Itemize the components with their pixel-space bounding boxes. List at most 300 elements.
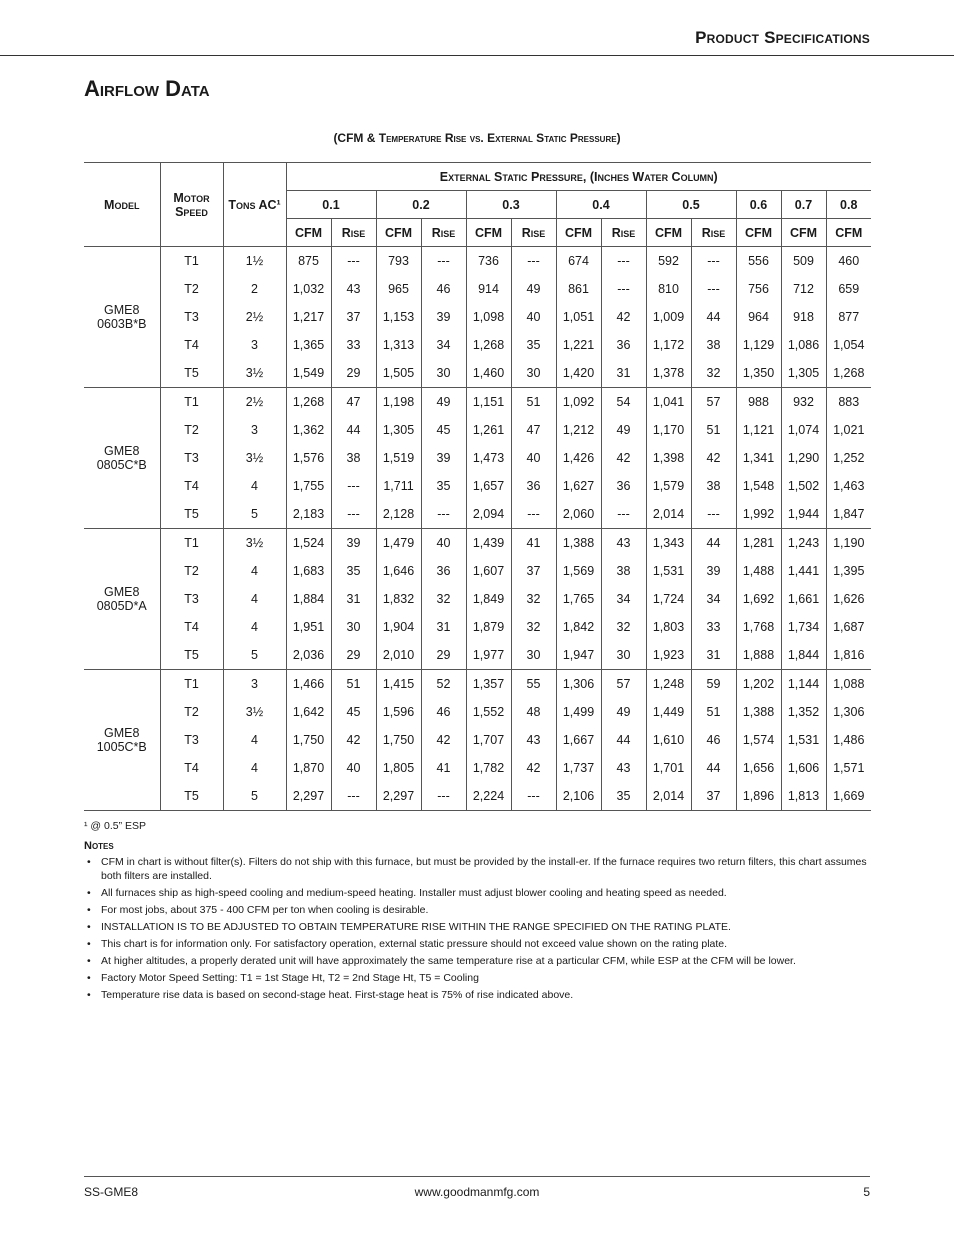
value-cell: 1,707	[466, 726, 511, 754]
table-row	[84, 444, 871, 472]
value-cell: 674	[556, 247, 601, 276]
table-row	[84, 331, 871, 359]
value-cell: 1,121	[736, 416, 781, 444]
note-item: • Temperature rise data is based on second-stage heat. First-stage heat is 75% of rise indicated above.	[84, 988, 870, 1002]
value-cell: 1,656	[736, 754, 781, 782]
table-row	[84, 247, 871, 276]
tons-cell: 5	[223, 782, 286, 811]
motor-speed-cell: T2	[160, 557, 223, 585]
value-cell: 44	[331, 416, 376, 444]
header-tons: Tons AC¹	[223, 163, 286, 247]
table-row	[84, 670, 871, 699]
value-cell: 1,888	[736, 641, 781, 670]
value-cell: 35	[331, 557, 376, 585]
value-cell: 1,816	[826, 641, 871, 670]
value-cell: 1,306	[826, 698, 871, 726]
value-cell: 1,755	[286, 472, 331, 500]
value-cell: 34	[691, 585, 736, 613]
table-row	[84, 500, 871, 529]
footer-page-number: 5	[863, 1185, 870, 1199]
value-cell: 1,870	[286, 754, 331, 782]
value-cell: 1,463	[826, 472, 871, 500]
value-cell: 1,884	[286, 585, 331, 613]
value-cell: 1,687	[826, 613, 871, 641]
table-row	[84, 782, 871, 811]
value-cell: 1,021	[826, 416, 871, 444]
value-cell: 1,646	[376, 557, 421, 585]
value-cell: 35	[511, 331, 556, 359]
value-cell: 59	[691, 670, 736, 699]
motor-speed-cell: T3	[160, 444, 223, 472]
value-cell: 31	[601, 359, 646, 388]
value-cell: ---	[601, 247, 646, 276]
value-cell: 1,607	[466, 557, 511, 585]
value-cell: 1,305	[781, 359, 826, 388]
value-cell: 1,944	[781, 500, 826, 529]
value-cell: 1,610	[646, 726, 691, 754]
value-cell: 1,362	[286, 416, 331, 444]
value-cell: 1,153	[376, 303, 421, 331]
motor-speed-cell: T1	[160, 529, 223, 558]
value-cell: 29	[331, 641, 376, 670]
value-cell: 46	[691, 726, 736, 754]
table-row	[84, 472, 871, 500]
value-cell: 1,669	[826, 782, 871, 811]
value-cell: 932	[781, 388, 826, 417]
value-cell: 1,341	[736, 444, 781, 472]
motor-speed-cell: T4	[160, 472, 223, 500]
table-row	[84, 641, 871, 670]
value-cell: 1,576	[286, 444, 331, 472]
value-cell: 2,014	[646, 782, 691, 811]
value-cell: 43	[601, 754, 646, 782]
value-cell: 37	[331, 303, 376, 331]
value-cell: 48	[511, 698, 556, 726]
value-cell: 45	[421, 416, 466, 444]
value-cell: 1,549	[286, 359, 331, 388]
value-cell: 1,388	[556, 529, 601, 558]
value-cell: ---	[511, 500, 556, 529]
value-cell: 51	[511, 388, 556, 417]
value-cell: 42	[331, 726, 376, 754]
value-cell: 2,094	[466, 500, 511, 529]
value-cell: 36	[511, 472, 556, 500]
value-cell: 1,606	[781, 754, 826, 782]
cfm-header: CFM	[736, 219, 781, 247]
value-cell: 30	[601, 641, 646, 670]
footer-doc-id: SS-GME8	[84, 1185, 139, 1199]
header-model: Model	[84, 163, 160, 247]
value-cell: 1,449	[646, 698, 691, 726]
value-cell: 42	[601, 444, 646, 472]
motor-speed-cell: T1	[160, 670, 223, 699]
value-cell: 1,051	[556, 303, 601, 331]
motor-speed-cell: T5	[160, 782, 223, 811]
value-cell: 1,992	[736, 500, 781, 529]
value-cell: 31	[691, 641, 736, 670]
value-cell: 1,398	[646, 444, 691, 472]
value-cell: 38	[331, 444, 376, 472]
value-cell: 47	[331, 388, 376, 417]
note-item: • At higher altitudes, a properly derated unit will have approximately the same temperature rise at a particular CFM, while ESP at the CFM will be lower.	[84, 954, 870, 968]
value-cell: 1,357	[466, 670, 511, 699]
tons-cell: 5	[223, 500, 286, 529]
value-cell: 36	[421, 557, 466, 585]
value-cell: 712	[781, 275, 826, 303]
value-cell: ---	[601, 500, 646, 529]
value-cell: 1,388	[736, 698, 781, 726]
table-row	[84, 275, 871, 303]
value-cell: 1,805	[376, 754, 421, 782]
value-cell: 39	[421, 444, 466, 472]
motor-speed-cell: T3	[160, 303, 223, 331]
value-cell: 1,499	[556, 698, 601, 726]
table-row	[84, 359, 871, 388]
value-cell: 1,667	[556, 726, 601, 754]
table-row	[84, 698, 871, 726]
value-cell: 40	[511, 303, 556, 331]
value-cell: 49	[601, 416, 646, 444]
motor-speed-cell: T1	[160, 388, 223, 417]
esp-value-header: 0.2	[376, 191, 466, 219]
value-cell: 42	[421, 726, 466, 754]
value-cell: 793	[376, 247, 421, 276]
value-cell: 659	[826, 275, 871, 303]
value-cell: 30	[511, 641, 556, 670]
value-cell: 1,977	[466, 641, 511, 670]
tons-cell: 3	[223, 331, 286, 359]
value-cell: 1,734	[781, 613, 826, 641]
value-cell: 46	[421, 698, 466, 726]
value-cell: 1,692	[736, 585, 781, 613]
value-cell: 35	[601, 782, 646, 811]
esp-value-header: 0.3	[466, 191, 556, 219]
value-cell: 57	[691, 388, 736, 417]
note-item: • This chart is for information only. For satisfactory operation, external static pressure should not exceed value shown on the rating plate.	[84, 937, 870, 951]
note-item: • CFM in chart is without filter(s). Filters do not ship with this furnace, but must be provided by the install-er. If the furnace requires two return filters, this chart assumes both filters are installed.	[84, 855, 870, 883]
notes-list	[84, 855, 870, 1005]
value-cell: ---	[421, 247, 466, 276]
esp-value-header: 0.8	[826, 191, 871, 219]
value-cell: 1,172	[646, 331, 691, 359]
value-cell: 1,460	[466, 359, 511, 388]
table-row	[84, 726, 871, 754]
value-cell: 1,701	[646, 754, 691, 782]
cfm-header: CFM	[556, 219, 601, 247]
cfm-header: CFM	[826, 219, 871, 247]
value-cell: 32	[421, 585, 466, 613]
cfm-header: CFM	[781, 219, 826, 247]
motor-speed-cell: T4	[160, 754, 223, 782]
value-cell: 1,626	[826, 585, 871, 613]
value-cell: 1,842	[556, 613, 601, 641]
value-cell: 1,813	[781, 782, 826, 811]
value-cell: 1,268	[286, 388, 331, 417]
header-motor-speed: Motor Speed	[160, 163, 223, 247]
value-cell: 1,198	[376, 388, 421, 417]
value-cell: ---	[331, 472, 376, 500]
tons-cell: 3½	[223, 444, 286, 472]
value-cell: 1,661	[781, 585, 826, 613]
value-cell: 1,441	[781, 557, 826, 585]
value-cell: 965	[376, 275, 421, 303]
value-cell: 32	[511, 585, 556, 613]
value-cell: 1,378	[646, 359, 691, 388]
value-cell: 1,750	[286, 726, 331, 754]
value-cell: 1,352	[781, 698, 826, 726]
footer-website: www.goodmanmfg.com	[414, 1185, 540, 1199]
value-cell: 39	[691, 557, 736, 585]
value-cell: 918	[781, 303, 826, 331]
value-cell: 1,473	[466, 444, 511, 472]
value-cell: 36	[601, 472, 646, 500]
value-cell: 44	[601, 726, 646, 754]
rise-header: Rise	[331, 219, 376, 247]
cfm-header: CFM	[286, 219, 331, 247]
value-cell: 1,571	[826, 754, 871, 782]
value-cell: 810	[646, 275, 691, 303]
tons-cell: 2½	[223, 303, 286, 331]
value-cell: ---	[421, 782, 466, 811]
value-cell: 1,765	[556, 585, 601, 613]
value-cell: 1,281	[736, 529, 781, 558]
model-cell: GME8 1005C*B	[84, 670, 160, 811]
note-item: • Factory Motor Speed Setting: T1 = 1st Stage Ht, T2 = 2nd Stage Ht, T5 = Cooling	[84, 971, 870, 985]
value-cell: 1,248	[646, 670, 691, 699]
value-cell: 1,074	[781, 416, 826, 444]
value-cell: 2,224	[466, 782, 511, 811]
value-cell: 38	[691, 472, 736, 500]
model-cell: GME8 0805C*B	[84, 388, 160, 529]
motor-speed-cell: T5	[160, 500, 223, 529]
value-cell: 1,426	[556, 444, 601, 472]
tons-cell: 4	[223, 754, 286, 782]
value-cell: 861	[556, 275, 601, 303]
value-cell: 43	[511, 726, 556, 754]
tons-cell: 4	[223, 557, 286, 585]
value-cell: 1,947	[556, 641, 601, 670]
value-cell: 1,305	[376, 416, 421, 444]
value-cell: 51	[691, 416, 736, 444]
value-cell: ---	[601, 275, 646, 303]
value-cell: 592	[646, 247, 691, 276]
value-cell: 1,032	[286, 275, 331, 303]
value-cell: 40	[331, 754, 376, 782]
value-cell: ---	[691, 275, 736, 303]
value-cell: 1,395	[826, 557, 871, 585]
header-rule	[0, 55, 954, 56]
value-cell: 1,088	[826, 670, 871, 699]
value-cell: 2,014	[646, 500, 691, 529]
value-cell: ---	[511, 782, 556, 811]
value-cell: 40	[421, 529, 466, 558]
motor-speed-cell: T5	[160, 359, 223, 388]
tons-cell: 3½	[223, 698, 286, 726]
rise-header: Rise	[691, 219, 736, 247]
value-cell: 1,552	[466, 698, 511, 726]
value-cell: 1,268	[826, 359, 871, 388]
value-cell: 1,724	[646, 585, 691, 613]
value-cell: 1,548	[736, 472, 781, 500]
value-cell: 1,439	[466, 529, 511, 558]
value-cell: 1,129	[736, 331, 781, 359]
value-cell: 1,365	[286, 331, 331, 359]
value-cell: 1,531	[781, 726, 826, 754]
value-cell: 49	[511, 275, 556, 303]
value-cell: 1,092	[556, 388, 601, 417]
footnote: ¹ @ 0.5” ESP	[84, 820, 147, 832]
value-cell: 46	[421, 275, 466, 303]
airflow-table	[84, 162, 871, 811]
value-cell: ---	[331, 500, 376, 529]
value-cell: 1,170	[646, 416, 691, 444]
value-cell: 1,502	[781, 472, 826, 500]
value-cell: 40	[511, 444, 556, 472]
value-cell: 29	[421, 641, 466, 670]
table-row	[84, 416, 871, 444]
value-cell: 1,847	[826, 500, 871, 529]
value-cell: 51	[691, 698, 736, 726]
motor-speed-cell: T4	[160, 331, 223, 359]
value-cell: 1,190	[826, 529, 871, 558]
value-cell: 1,711	[376, 472, 421, 500]
value-cell: 1,488	[736, 557, 781, 585]
value-cell: 1,579	[646, 472, 691, 500]
value-cell: 49	[421, 388, 466, 417]
value-cell: 1,243	[781, 529, 826, 558]
value-cell: 1,505	[376, 359, 421, 388]
rise-header: Rise	[601, 219, 646, 247]
notes-heading: Notes	[84, 840, 114, 852]
value-cell: 1,202	[736, 670, 781, 699]
rise-header: Rise	[511, 219, 556, 247]
value-cell: 509	[781, 247, 826, 276]
value-cell: 31	[331, 585, 376, 613]
value-cell: 1,350	[736, 359, 781, 388]
value-cell: 34	[601, 585, 646, 613]
header-esp: External Static Pressure, (Inches Water Column)	[286, 163, 871, 191]
value-cell: 1,098	[466, 303, 511, 331]
value-cell: 2,128	[376, 500, 421, 529]
motor-speed-cell: T1	[160, 247, 223, 276]
esp-value-header: 0.5	[646, 191, 736, 219]
value-cell: 964	[736, 303, 781, 331]
value-cell: 33	[331, 331, 376, 359]
value-cell: 2,297	[286, 782, 331, 811]
value-cell: 41	[421, 754, 466, 782]
value-cell: 1,768	[736, 613, 781, 641]
value-cell: 2,106	[556, 782, 601, 811]
table-row	[84, 557, 871, 585]
value-cell: 45	[331, 698, 376, 726]
value-cell: 1,904	[376, 613, 421, 641]
value-cell: 43	[331, 275, 376, 303]
value-cell: 32	[691, 359, 736, 388]
value-cell: 1,923	[646, 641, 691, 670]
tons-cell: 3½	[223, 359, 286, 388]
value-cell: 38	[691, 331, 736, 359]
motor-speed-cell: T2	[160, 698, 223, 726]
value-cell: 35	[421, 472, 466, 500]
motor-speed-cell: T2	[160, 416, 223, 444]
value-cell: 1,951	[286, 613, 331, 641]
motor-speed-cell: T4	[160, 613, 223, 641]
value-cell: 1,252	[826, 444, 871, 472]
page-header-title: Product Specifications	[695, 28, 870, 47]
value-cell: 31	[421, 613, 466, 641]
value-cell: 1,313	[376, 331, 421, 359]
value-cell: 49	[601, 698, 646, 726]
value-cell: 29	[331, 359, 376, 388]
value-cell: 914	[466, 275, 511, 303]
value-cell: 39	[331, 529, 376, 558]
value-cell: 42	[511, 754, 556, 782]
value-cell: ---	[421, 500, 466, 529]
value-cell: 1,642	[286, 698, 331, 726]
value-cell: 1,750	[376, 726, 421, 754]
value-cell: 1,041	[646, 388, 691, 417]
value-cell: 1,803	[646, 613, 691, 641]
value-cell: 57	[601, 670, 646, 699]
value-cell: 55	[511, 670, 556, 699]
value-cell: 38	[601, 557, 646, 585]
table-row	[84, 585, 871, 613]
tons-cell: 4	[223, 472, 286, 500]
table-row	[84, 303, 871, 331]
value-cell: 875	[286, 247, 331, 276]
value-cell: 44	[691, 529, 736, 558]
value-cell: 1,009	[646, 303, 691, 331]
value-cell: 1,261	[466, 416, 511, 444]
value-cell: 51	[331, 670, 376, 699]
model-cell: GME8 0603B*B	[84, 247, 160, 388]
value-cell: 1,466	[286, 670, 331, 699]
value-cell: 2,183	[286, 500, 331, 529]
value-cell: 47	[511, 416, 556, 444]
value-cell: 2,010	[376, 641, 421, 670]
value-cell: 2,036	[286, 641, 331, 670]
esp-value-header: 0.4	[556, 191, 646, 219]
value-cell: ---	[691, 247, 736, 276]
motor-speed-cell: T2	[160, 275, 223, 303]
note-item: • For most jobs, about 375 - 400 CFM per ton when cooling is desirable.	[84, 903, 870, 917]
value-cell: 44	[691, 754, 736, 782]
value-cell: 30	[421, 359, 466, 388]
value-cell: 34	[421, 331, 466, 359]
value-cell: 1,531	[646, 557, 691, 585]
value-cell: 1,151	[466, 388, 511, 417]
value-cell: 42	[691, 444, 736, 472]
footer-rule	[84, 1176, 870, 1177]
tons-cell: 3	[223, 416, 286, 444]
tons-cell: 3½	[223, 529, 286, 558]
airflow-table-body	[84, 247, 871, 811]
tons-cell: 2	[223, 275, 286, 303]
tons-cell: 1½	[223, 247, 286, 276]
value-cell: 1,832	[376, 585, 421, 613]
value-cell: 32	[601, 613, 646, 641]
value-cell: 2,060	[556, 500, 601, 529]
motor-speed-cell: T3	[160, 726, 223, 754]
value-cell: 1,420	[556, 359, 601, 388]
value-cell: 36	[601, 331, 646, 359]
value-cell: 1,524	[286, 529, 331, 558]
value-cell: 1,849	[466, 585, 511, 613]
value-cell: ---	[331, 782, 376, 811]
value-cell: 1,086	[781, 331, 826, 359]
value-cell: 1,217	[286, 303, 331, 331]
tons-cell: 2½	[223, 388, 286, 417]
